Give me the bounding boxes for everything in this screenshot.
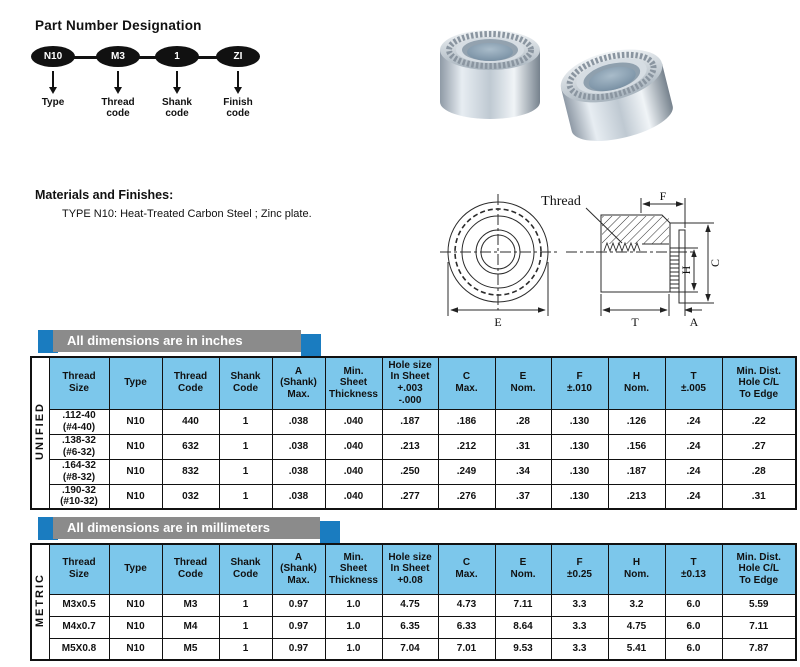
value-cell: .130 <box>551 459 608 484</box>
value-cell: 8.64 <box>495 616 551 638</box>
value-cell: .040 <box>325 409 382 434</box>
side-label-text: UNIFIED <box>34 402 47 461</box>
value-cell: .038 <box>272 409 325 434</box>
column-header: F ±0.25 <box>551 544 608 594</box>
value-cell: 4.75 <box>608 616 665 638</box>
side-label-text: METRIC <box>34 573 47 628</box>
value-cell: M5 <box>162 638 219 660</box>
arrow-head-icon <box>173 87 181 94</box>
part-code-finish: ZI <box>216 46 260 67</box>
value-cell: N10 <box>109 434 162 459</box>
value-cell: .213 <box>382 434 438 459</box>
value-cell: 1 <box>219 409 272 434</box>
value-cell: 3.3 <box>551 616 608 638</box>
value-cell: .24 <box>665 434 722 459</box>
value-cell: .040 <box>325 484 382 509</box>
node-label <box>23 97 83 108</box>
arrow-head-icon <box>114 87 122 94</box>
value-cell: .038 <box>272 434 325 459</box>
column-header: A (Shank) Max. <box>272 544 325 594</box>
value-cell: 6.33 <box>438 616 495 638</box>
arrow-down-icon <box>176 71 178 88</box>
column-header: T ±.005 <box>665 357 722 409</box>
metric-dimensions-table <box>30 543 797 661</box>
value-cell: 832 <box>162 459 219 484</box>
unified-dimensions-table <box>30 356 797 510</box>
value-cell: .130 <box>551 484 608 509</box>
arrow-head-icon <box>49 87 57 94</box>
value-cell: .040 <box>325 434 382 459</box>
value-cell: .28 <box>722 459 796 484</box>
value-cell: 1 <box>219 434 272 459</box>
value-cell: 4.73 <box>438 594 495 616</box>
column-header: Min. Sheet Thickness <box>325 357 382 409</box>
inches-banner-text: All dimensions are in inches <box>53 330 301 352</box>
value-cell: .31 <box>722 484 796 509</box>
value-cell: 6.0 <box>665 616 722 638</box>
nut-left <box>440 30 540 119</box>
column-header: T ±0.13 <box>665 544 722 594</box>
value-cell: 032 <box>162 484 219 509</box>
part-number-title: Part Number Designation <box>35 18 202 33</box>
value-cell: 3.3 <box>551 638 608 660</box>
millimeters-banner-text: All dimensions are in millimeters <box>53 517 320 539</box>
value-cell: 1 <box>219 459 272 484</box>
value-cell: .130 <box>551 434 608 459</box>
column-header: Thread Code <box>162 357 219 409</box>
table-row <box>31 484 796 509</box>
value-cell: .24 <box>665 484 722 509</box>
thread-label: Thread <box>541 194 581 209</box>
table-row <box>31 434 796 459</box>
header-row <box>31 544 796 594</box>
value-cell: .24 <box>665 409 722 434</box>
dim-a-label: A <box>689 315 699 329</box>
value-cell: .37 <box>495 484 551 509</box>
value-cell: .31 <box>495 434 551 459</box>
column-header: C Max. <box>438 544 495 594</box>
value-cell: 7.11 <box>722 616 796 638</box>
dim-c-label: C <box>708 258 722 268</box>
value-cell: .156 <box>608 434 665 459</box>
part-code-thread: M3 <box>96 46 140 67</box>
value-cell: N10 <box>109 409 162 434</box>
table-row <box>31 409 796 434</box>
thread-size-cell: .190-32 (#10-32) <box>49 484 109 509</box>
column-header: H Nom. <box>608 357 665 409</box>
value-cell: .186 <box>438 409 495 434</box>
section-view <box>566 198 714 316</box>
table-row <box>31 459 796 484</box>
value-cell: 6.0 <box>665 594 722 616</box>
table-row <box>31 594 796 616</box>
column-header: Min. Dist. Hole C/L To Edge <box>722 357 796 409</box>
column-header: Type <box>109 544 162 594</box>
node-label-line: Thread <box>101 97 135 108</box>
value-cell: .27 <box>722 434 796 459</box>
column-header: Thread Code <box>162 544 219 594</box>
value-cell: 0.97 <box>272 594 325 616</box>
value-cell: N10 <box>109 459 162 484</box>
value-cell: M3 <box>162 594 219 616</box>
value-cell: 7.11 <box>495 594 551 616</box>
value-cell: 5.59 <box>722 594 796 616</box>
value-cell: 1 <box>219 594 272 616</box>
technical-drawing <box>436 188 781 340</box>
value-cell: .277 <box>382 484 438 509</box>
column-header: C Max. <box>438 357 495 409</box>
column-header: Thread Size <box>49 544 109 594</box>
value-cell: N10 <box>109 616 162 638</box>
column-header: F ±.010 <box>551 357 608 409</box>
part-code-shank: 1 <box>155 46 199 67</box>
value-cell: 7.87 <box>722 638 796 660</box>
value-cell: 7.01 <box>438 638 495 660</box>
node-label <box>147 97 207 119</box>
column-header: H Nom. <box>608 544 665 594</box>
table-side-label <box>31 544 49 660</box>
connector-line <box>53 56 238 59</box>
value-cell: .250 <box>382 459 438 484</box>
materials-heading: Materials and Finishes: <box>35 188 174 202</box>
value-cell: N10 <box>109 484 162 509</box>
value-cell: M4 <box>162 616 219 638</box>
value-cell: .130 <box>551 409 608 434</box>
node-label-line: code <box>226 108 250 119</box>
dim-f-label: F <box>659 189 667 203</box>
value-cell: .34 <box>495 459 551 484</box>
thread-size-cell: M5X0.8 <box>49 638 109 660</box>
table-row <box>31 616 796 638</box>
arrow-head-icon <box>234 87 242 94</box>
node-label-line: code <box>106 108 130 119</box>
table-side-label <box>31 357 49 509</box>
thread-size-cell: M3x0.5 <box>49 594 109 616</box>
value-cell: 1 <box>219 616 272 638</box>
part-code-type: N10 <box>31 46 75 67</box>
node-label <box>208 97 268 119</box>
column-header: Min. Sheet Thickness <box>325 544 382 594</box>
value-cell: 7.04 <box>382 638 438 660</box>
value-cell: 440 <box>162 409 219 434</box>
value-cell: 1.0 <box>325 638 382 660</box>
value-cell: 3.2 <box>608 594 665 616</box>
value-cell: .187 <box>608 459 665 484</box>
column-header: Type <box>109 357 162 409</box>
value-cell: .040 <box>325 459 382 484</box>
thread-size-cell: .164-32 (#8-32) <box>49 459 109 484</box>
column-header: E Nom. <box>495 357 551 409</box>
materials-body: TYPE N10: Heat-Treated Carbon Steel ; Zinc plate. <box>62 208 312 220</box>
column-header: Shank Code <box>219 357 272 409</box>
value-cell: 632 <box>162 434 219 459</box>
node-label-line: Shank <box>161 97 192 108</box>
value-cell: .22 <box>722 409 796 434</box>
value-cell: 0.97 <box>272 638 325 660</box>
thread-size-cell: M4x0.7 <box>49 616 109 638</box>
dim-h-label: H <box>679 265 693 275</box>
value-cell: 6.35 <box>382 616 438 638</box>
product-photo <box>423 12 688 144</box>
nut-right <box>555 40 677 144</box>
value-cell: 1 <box>219 638 272 660</box>
value-cell: .212 <box>438 434 495 459</box>
arrow-down-icon <box>117 71 119 88</box>
node-label-line: Finish <box>223 97 253 108</box>
value-cell: 0.97 <box>272 616 325 638</box>
header-row <box>31 357 796 409</box>
value-cell: .126 <box>608 409 665 434</box>
thread-size-cell: .138-32 (#6-32) <box>49 434 109 459</box>
value-cell: N10 <box>109 594 162 616</box>
dim-e-label: E <box>494 315 502 329</box>
value-cell: .213 <box>608 484 665 509</box>
value-cell: 1 <box>219 484 272 509</box>
value-cell: 1.0 <box>325 594 382 616</box>
value-cell: 6.0 <box>665 638 722 660</box>
arrow-down-icon <box>237 71 239 88</box>
column-header: A (Shank) Max. <box>272 357 325 409</box>
node-label-line: code <box>165 108 189 119</box>
value-cell: .28 <box>495 409 551 434</box>
value-cell: .276 <box>438 484 495 509</box>
value-cell: 3.3 <box>551 594 608 616</box>
value-cell: .187 <box>382 409 438 434</box>
column-header: Hole size In Sheet +0.08 <box>382 544 438 594</box>
node-label <box>88 97 148 119</box>
node-label-line: Type <box>41 97 65 108</box>
arrow-down-icon <box>52 71 54 88</box>
value-cell: 5.41 <box>608 638 665 660</box>
value-cell: 1.0 <box>325 616 382 638</box>
value-cell: 9.53 <box>495 638 551 660</box>
dim-t-label: T <box>631 315 639 329</box>
thread-size-cell: .112-40 (#4-40) <box>49 409 109 434</box>
column-header: Thread Size <box>49 357 109 409</box>
value-cell: 4.75 <box>382 594 438 616</box>
column-header: Hole size In Sheet +.003 -.000 <box>382 357 438 409</box>
value-cell: .24 <box>665 459 722 484</box>
table-row <box>31 638 796 660</box>
blue-square-icon <box>301 334 321 357</box>
value-cell: .249 <box>438 459 495 484</box>
value-cell: N10 <box>109 638 162 660</box>
column-header: Min. Dist. Hole C/L To Edge <box>722 544 796 594</box>
front-view <box>440 194 558 316</box>
column-header: Shank Code <box>219 544 272 594</box>
value-cell: .038 <box>272 484 325 509</box>
value-cell: .038 <box>272 459 325 484</box>
blue-square-icon <box>320 521 340 544</box>
column-header: E Nom. <box>495 544 551 594</box>
